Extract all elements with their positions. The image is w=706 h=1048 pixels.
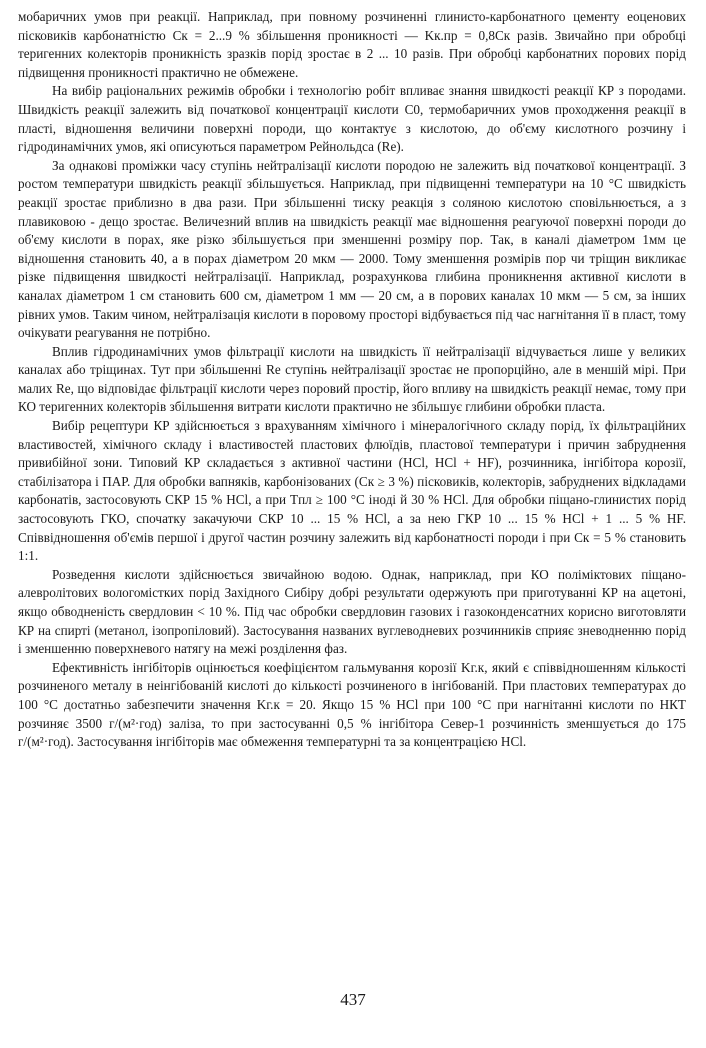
- document-page: [18, 8, 686, 1038]
- paragraph-recipe-selection: Вибір рецептури КР здійснюється з врахуванням хімічного і мінералогічного складу порід, їх фільтраційних властивостей, хімічного складу і властивостей пластових флюїдів, пластової температури і причин забруднення привибійної зони. Типовий КР складається з активної частини (HCl, HCl + HF), розчинника, інгібітора корозії, стабілізатора і ПАР. Для обробки вапняків, карбонізованих (Cк ≥ 3 %) пісковиків, колекторів, забруднених відкладами карбонатів, застосовують СКР 15 % HCl, а при Tпл ≥ 100 °C іноді й 30 % HCl. Для обробки піщано-глинистих порід застосовують ГКО, спочатку закачуючи СКР 10 ... 15 % HCl, а за нею ГКР 10 ... 15 % HCl + 1 ... 5 % HF. Співвідношення об'ємів першої і другої частин розчину залежить від карбонатності породи і при Cк = 5 % становить 1:1.: [18, 418, 686, 564]
- page-number: 437: [340, 990, 366, 1009]
- paragraph-hydrodynamic-conditions: Вплив гідродинамічних умов фільтрації кислоти на швидкість її нейтралізації відчувається лише у великих каналах або тріщинах. Тут при збільшенні Re ступінь нейтралізації зростає не пропорційно, але в меншій мірі. При малих Re, що відповідає фільтрації кислоти через поровий простір, його впливу на швидкість реакції немає, тому при КО теригенних колекторів збільшення витрати кислоти практично не збільшує глибини обробки пласта.: [18, 343, 686, 415]
- paragraph-reaction-rate: На вибір раціональних режимів обробки і технологію робіт впливає знання швидкості реакції КР з породами. Швидкість реакції залежить від початкової концентрації кислоти C0, термобаричних умов проходження реакції в пласті, відношення величини поверхні породи, що контактує з кислотою, до об'єму кислотного розчину і гідродинамічних умов, які описуються параметром Рейнольдса (Re).: [18, 83, 686, 155]
- paragraph-neutralization-degree: За однакові проміжки часу ступінь нейтралізації кислоти породою не залежить від початкової концентрації. З ростом температури швидкість реакції збільшується. Наприклад, при підвищенні температури на 10 °C швидкість реакції зростає приблизно в два рази. При збільшенні тиску реакція з соляною кислотою сповільнюється, а з плавиковою - дещо зростає. Величезний вплив на швидкість реакції має відношення реагуючої поверхні породи до об'єму кислоти в порах, яке різко збільшується при зменшенні розміру пор. Так, в каналі діаметром 1мм це відношення становить 40, а в порах діаметром 20 мкм — 2000. Тому зменшення розмірів пор чи тріщин викликає різке підвищення швидкості нейтралізації. Наприклад, розрахункова глибина проникнення активної кислоти в каналах діаметром 1 см становить 600 см, діаметром 1 мм — 20 см, а в порових каналах 10 мкм — 5 см, за інших рівних умов. Таким чином, нейтралізація кислоти в поровому просторі відбувається під час нагнітання її в пласт, тому очікувати реагування не потрібно.: [18, 157, 686, 341]
- paragraph-continuation: мобаричних умов при реакції. Наприклад, при повному розчиненні глинисто-карбонатного цементу еоценових пісковиків карбонатністю Cк = 2...9 % збільшення проникності — Kк.пр = 0,8Cк разів. Звичайно при обробці теригенних колекторів проникність зразків порід зростає в 2 ... 10 разів. При обробці карбонатних порових порід підвищення проникності практично не обмежене.: [18, 9, 686, 80]
- paragraph-inhibitor-efficiency: Ефективність інгібіторів оцінюється коефіцієнтом гальмування корозії Kг.к, який є співвідношенням кількості розчиненого металу в неінгібованій кислоті до кількості розчиненого в інгібованій. При пластових температурах до 100 °C достатньо забезпечити значення Kг.к = 20. Якщо 15 % HCl при 100 °C при нагнітанні кислоти по НКТ розчиняє 3500 г/(м²·год) заліза, то при застосуванні 0,5 % інгібітора Север-1 розчинність зменшується до 175 г/(м²·год). Застосування інгібіторів має обмеження температурні та за концентрацією HCl.: [18, 659, 686, 750]
- paragraph-acid-dilution: Розведення кислоти здійснюється звичайною водою. Однак, наприклад, при КО поліміктових піщано-алевролітових вологомістких порід Західного Сибіру добрі результати одержують при приготуванні КР на ацетоні, якщо обводненість свердловин < 10 %. Під час обробки свердловин газових і газоконденсатних корисно виготовляти КР на спирті (метанол, ізопропіловий). Застосування названих вуглеводневих розчинників сприяє зневодненню порід і зменшенню поверхневого натягу на межі розділення фаз.: [18, 566, 686, 657]
